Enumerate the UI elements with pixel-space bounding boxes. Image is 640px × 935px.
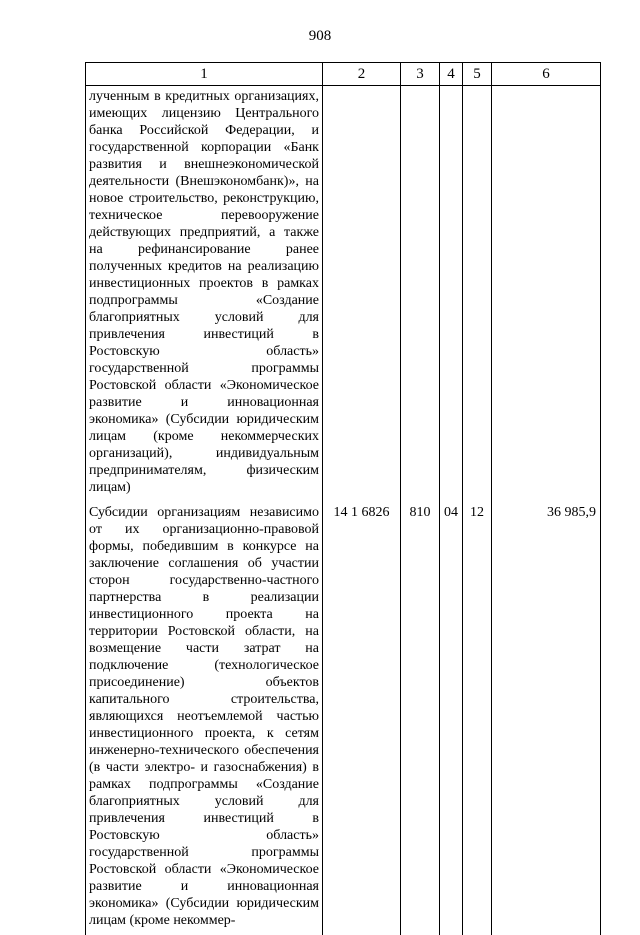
row-subsection: 12 xyxy=(463,502,492,935)
table-row xyxy=(86,502,601,935)
row-target-code: 14 1 6826 xyxy=(323,502,401,935)
row-expense-type xyxy=(401,86,440,503)
table-header xyxy=(86,63,601,86)
header-col-5: 5 xyxy=(463,63,492,86)
row-description: Субсидии организациям независимо от их организационно-правовой формы, победившим в конкурсе на заключение соглашения об участии сторон государственно-частного партнерства в реализации инвестиционного проекта на территории Ростовской области, на возмещение части затрат на подключение (технологическое присоединение) объектов капитального строительства, являющихся неотъемлемой частью инвестиционного проекта, к сетям инженерно-технического обеспечения (в части электро- и газоснабжения) в рамках подпрограммы «Создание благоприятных условий для привлечения инвестиций в Ростовскую область» государственной программы Ростовской области «Экономическое развитие и инновационная экономика» (Субсидии юридическим лицам (кроме некоммер- xyxy=(86,502,323,935)
row-subsection xyxy=(463,86,492,503)
row-amount: 36 985,9 xyxy=(492,502,601,935)
row-target-code xyxy=(323,86,401,503)
row-amount xyxy=(492,86,601,503)
header-row xyxy=(86,63,601,86)
row-description: лученным в кредитных организациях, имеющих лицензию Центрального банка Российской Федерации, и государственной корпорации «Банк развития и внешнеэкономической деятельности (Внешэкономбанк)», на новое строительство, реконструкцию, техническое перевооружение действующих предприятий, а также на рефинансирование ранее полученных кредитов на реализацию инвестиционных проектов в рамках подпрограммы «Создание благоприятных условий для привлечения инвестиций в Ростовскую область» государственной программы Ростовской области «Экономическое развитие и инновационная экономика» (Субсидии юридическим лицам (кроме некоммерческих организаций), индивидуальным предпринимателям, физическим лицам) xyxy=(86,86,323,503)
row-section xyxy=(440,86,463,503)
header-col-6: 6 xyxy=(492,63,601,86)
header-col-2: 2 xyxy=(323,63,401,86)
table-row xyxy=(86,86,601,503)
budget-table xyxy=(85,62,601,935)
row-section: 04 xyxy=(440,502,463,935)
page-number: 908 xyxy=(308,28,332,44)
header-col-3: 3 xyxy=(401,63,440,86)
header-col-4: 4 xyxy=(440,63,463,86)
header-col-1: 1 xyxy=(86,63,323,86)
row-expense-type: 810 xyxy=(401,502,440,935)
